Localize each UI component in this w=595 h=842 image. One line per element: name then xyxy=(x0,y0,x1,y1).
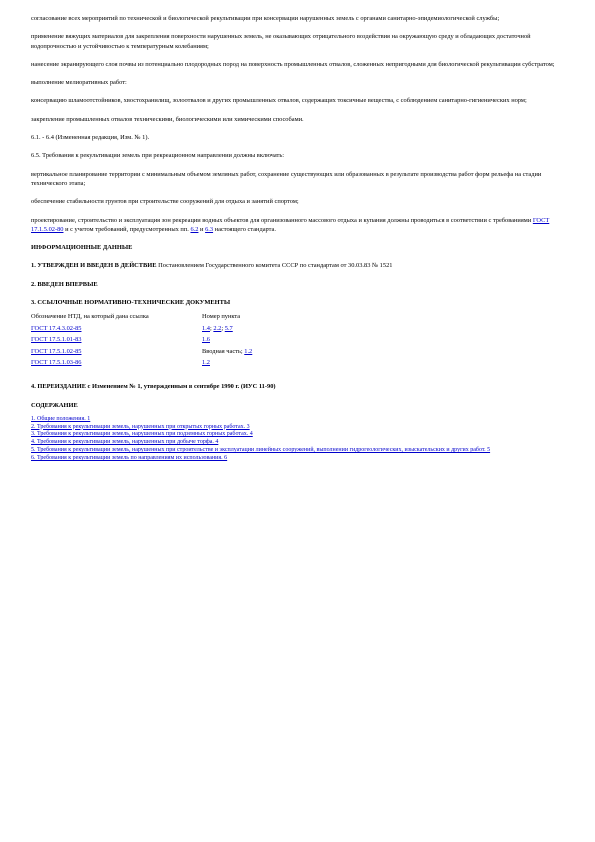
document-page xyxy=(31,14,567,463)
info-item-1: 1. УТВЕРЖДЕН И ВВЕДЕН В ДЕЙСТВИЕ Постановлением Государственного комитета СССР по стандартам от 30.03.83 № 1521 xyxy=(31,262,393,270)
paragraph-5: закрепление промышленных отвалов техническими, биологическими или химическими способами. xyxy=(31,115,304,123)
gost-17-1-5-02-80-link[interactable]: ГОСТ 17.1.5.02-80 xyxy=(31,216,550,233)
table-row: ГОСТ 17.4.3.02-85 1.4; 2.2; 5.7 xyxy=(31,324,233,332)
toc-heading: СОДЕРЖАНИЕ xyxy=(31,401,78,409)
clause-6-3-link[interactable]: 6.3 xyxy=(205,225,214,233)
toc-item-link[interactable]: 1. Общие положения. 1 xyxy=(31,415,91,422)
header-document: Обозначение НТД, на который дана ссылка xyxy=(31,313,149,321)
clause-link[interactable]: 1.2 xyxy=(202,358,210,366)
table-row: ГОСТ 17.5.1.02-85 Вводная часть; 1.2 xyxy=(31,347,253,355)
recreation-water-paragraph: проектирование, строительство и эксплуатация зон рекреации водных объектов для организованного массового отдыха и купания должны проводиться в соответствии с требованиями ГОСТ 17.1.5.02-80 и с учетом требований, предусмотренных пп. 6.2 и 6.3 настоящего стандарта. xyxy=(31,216,550,233)
toc-item-link[interactable]: 6. Требования к рекультивации земель по направлениям их использования. 6 xyxy=(31,454,228,461)
paragraph-2: нанесение экранирующего слоя почвы из потенциально плодородных пород на поверхность промышленных отвалов, сложенных непригодными для биологической рекультивации субстратом; xyxy=(31,60,555,68)
table-row xyxy=(31,336,252,347)
info-item-4: 4. ПЕРЕИЗДАНИЕ с Изменением № 1, утвержденным в сентябре 1990 г. (ИУС 11-90) xyxy=(31,383,276,391)
paragraph-0: согласование всех мероприятий по технической и биологической рекультивации при консервации нарушенных земель с органами санитарно-эпидемиологической службы; xyxy=(31,15,500,22)
toc-item-link[interactable]: 5. Требования к рекультивации земель, нарушенных при строительстве и эксплуатации линейных сооружений, выполнении гидрогеологических, изыскательских и других работ. 5 xyxy=(31,447,491,454)
reference-document-link[interactable]: ГОСТ 17.5.1.02-85 xyxy=(31,347,82,355)
recreation-paragraph-0: вертикальное планирование территории с минимальным объемом земляных работ, сохранение существующих или образованных в результате производства работ форм рельефа на стадии технического этапа; xyxy=(31,170,542,187)
info-item-2: 2. ВВЕДЕН ВПЕРВЫЕ xyxy=(31,280,98,288)
references-table xyxy=(31,313,252,370)
header-clause: Номер пункта xyxy=(202,313,241,321)
info-item-3: 3. ССЫЛОЧНЫЕ НОРМАТИВНО-ТЕХНИЧЕСКИЕ ДОКУМЕНТЫ xyxy=(31,299,231,307)
table-of-contents xyxy=(31,416,567,463)
clause-6-2-link[interactable]: 6.2 xyxy=(190,225,199,233)
clause-link[interactable]: 5.7 xyxy=(224,324,233,332)
toc-item-link[interactable]: 3. Требования к рекультивации земель, нарушенных при подземных горных работах. 4 xyxy=(31,431,253,438)
paragraph-4: консервацию шламоотстойников, хвостохранилищ, золоотвалов и других промышленных отвалов, содержащих токсичные вещества, с соблюдением санитарно-гигиенических норм; xyxy=(31,97,527,105)
reference-document-link[interactable]: ГОСТ 17.5.1.03-86 xyxy=(31,358,82,366)
clause-link[interactable]: 1.2 xyxy=(244,347,253,355)
toc-item-link[interactable]: 2. Требования к рекультивации земель, нарушенных при открытых горных работах. 3 xyxy=(31,423,250,430)
references-table-header xyxy=(31,313,252,324)
section-6-1-6-4-note: 6.1. - 6.4 (Измененная редакция, Изм. № 1). xyxy=(31,134,150,142)
clause-link[interactable]: 2.2 xyxy=(213,324,222,332)
clause-link[interactable]: 1.6 xyxy=(202,336,210,344)
toc-item-link[interactable]: 4. Требования к рекультивации земель, нарушенных при добыче торфа. 4 xyxy=(31,439,219,446)
reference-document-link[interactable]: ГОСТ 17.4.3.02-85 xyxy=(31,324,82,332)
paragraph-1: применение вяжущих материалов для закрепления поверхности нарушенных земель, не оказывающих отрицательного воздействия на окружающую среду и обладающих достаточной водопрочностью и устойчивостью к температурным колебаниям; xyxy=(31,33,531,50)
table-row xyxy=(31,359,252,370)
clause-link[interactable]: 1.4 xyxy=(202,324,210,332)
paragraph-3: выполнение мелиоративных работ: xyxy=(31,79,127,87)
reference-document-link[interactable]: ГОСТ 17.5.1.01-83 xyxy=(31,336,82,344)
section-6-5: 6.5. Требования к рекультивации земель при рекреационном направлении должны включать: xyxy=(31,152,285,160)
info-heading: ИНФОРМАЦИОННЫЕ ДАННЫЕ xyxy=(31,244,133,252)
recreation-paragraph-1: обеспечение стабильности грунтов при строительстве сооружений для отдыха и занятий спортом; xyxy=(31,198,299,206)
